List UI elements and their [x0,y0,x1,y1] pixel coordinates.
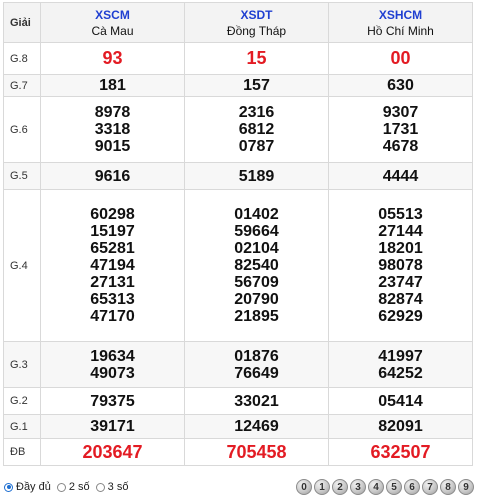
digit-filter-balls [296,479,476,495]
results-table-body [4,3,473,466]
winning-number: 157 [243,77,270,94]
province-code-link[interactable]: XSDT [240,7,273,22]
result-footer [0,478,477,500]
prize-numbers-cell [329,97,473,163]
prize-numbers-cell [329,190,473,342]
province-header-ca-mau[interactable] [41,3,185,43]
digit-display-options [4,481,134,493]
prize-numbers-cell [41,190,185,342]
winning-number: 1731 [382,121,419,138]
prize-numbers-cell [185,415,329,439]
winning-number: 65313 [90,291,135,308]
option-2-digits[interactable] [57,481,90,493]
prize-numbers-cell [329,342,473,388]
option-label: Đầy đủ [16,481,51,493]
prize-numbers-cell [329,163,473,190]
prize-label: G.7 [4,75,41,97]
prize-row [4,415,473,439]
radio-selected-icon[interactable] [4,483,13,492]
prize-numbers-cell [185,43,329,75]
prize-numbers-cell [329,43,473,75]
prize-label: G.8 [4,43,41,75]
prize-label: G.6 [4,97,41,163]
winning-number: 4678 [382,138,419,155]
winning-number: 47170 [90,308,135,325]
winning-number: 181 [99,77,126,94]
winning-number: 98078 [378,257,423,274]
prize-numbers-cell [41,388,185,415]
province-name: Cà Mau [91,23,134,38]
winning-number: 23747 [378,274,423,291]
radio-icon[interactable] [96,483,105,492]
prize-numbers-cell [185,97,329,163]
results-table [3,2,473,466]
province-header-ho-chi-minh[interactable] [329,3,473,43]
digit-ball-button[interactable]: 4 [368,479,384,495]
province-name: Hồ Chí Minh [367,23,434,38]
prize-row [4,190,473,342]
prize-label: G.2 [4,388,41,415]
winning-number: 65281 [90,240,135,257]
winning-number: 21895 [234,308,279,325]
winning-number: 15 [246,48,267,68]
winning-number: 62929 [378,308,423,325]
winning-number: 9015 [94,138,131,155]
province-code-link[interactable]: XSHCM [378,7,423,22]
winning-number: 5189 [238,167,275,185]
prize-label: G.5 [4,163,41,190]
winning-number: 82091 [378,418,423,435]
winning-number: 76649 [234,364,279,382]
winning-number: 9616 [94,167,131,185]
winning-number: 705458 [226,441,287,462]
prize-numbers-cell [329,388,473,415]
winning-number: 18201 [378,240,423,257]
option-label: 2 số [68,481,90,493]
winning-number: 59664 [234,223,279,240]
prize-numbers-cell [41,342,185,388]
prize-row [4,43,473,75]
winning-number: 02104 [234,240,279,257]
winning-number: 4444 [382,167,419,185]
winning-number: 27144 [378,223,423,240]
winning-number: 630 [387,77,414,94]
prize-numbers-cell [185,190,329,342]
winning-number: 60298 [90,206,135,223]
winning-number: 203647 [82,441,143,462]
radio-icon[interactable] [57,483,66,492]
prize-numbers-cell [41,163,185,190]
winning-number: 49073 [90,364,135,382]
prize-row [4,97,473,163]
digit-ball-button[interactable]: 6 [404,479,420,495]
prize-numbers-cell [185,163,329,190]
winning-number: 64252 [378,364,423,382]
winning-number: 01402 [234,206,279,223]
winning-number: 79375 [90,392,135,410]
winning-number: 9307 [382,104,419,121]
prize-numbers-cell [329,415,473,439]
prize-row [4,75,473,97]
prize-label: G.4 [4,190,41,342]
option-label: 3 số [107,481,129,493]
prize-numbers-cell [41,97,185,163]
winning-number: 15197 [90,223,135,240]
header-row [4,3,473,43]
prize-row [4,163,473,190]
winning-number: 41997 [378,347,423,365]
option-full[interactable] [4,481,51,493]
winning-number: 05414 [378,392,423,410]
digit-ball-button[interactable]: 7 [422,479,438,495]
digit-ball-button[interactable]: 1 [314,479,330,495]
prize-numbers-cell [41,415,185,439]
winning-number: 20790 [234,291,279,308]
digit-ball-button[interactable]: 5 [386,479,402,495]
prize-label: G.3 [4,342,41,388]
prize-row [4,439,473,466]
prize-numbers-cell [185,342,329,388]
option-3-digits[interactable] [96,481,129,493]
province-code-link[interactable]: XSCM [95,7,130,22]
prize-numbers-cell [329,439,473,466]
winning-number: 82874 [378,291,423,308]
digit-ball-button[interactable]: 8 [440,479,456,495]
prize-label: G.1 [4,415,41,439]
digit-ball-button[interactable]: 0 [296,479,312,495]
winning-number: 82540 [234,257,279,274]
winning-number: 12469 [234,418,279,435]
prize-row [4,342,473,388]
prize-numbers-cell [41,439,185,466]
winning-number: 8978 [94,104,131,121]
digit-ball-button[interactable]: 3 [350,479,366,495]
winning-number: 19634 [90,347,135,365]
prize-row [4,388,473,415]
winning-number: 39171 [90,418,135,435]
prize-column-header: Giải [4,3,41,43]
province-name: Đồng Tháp [226,23,287,38]
prize-numbers-cell [41,43,185,75]
winning-number: 00 [390,48,411,68]
prize-numbers-cell [41,75,185,97]
digit-ball-button[interactable]: 9 [458,479,474,495]
winning-number: 6812 [238,121,275,138]
winning-number: 2316 [238,104,275,121]
winning-number: 47194 [90,257,135,274]
winning-number: 33021 [234,392,279,410]
winning-number: 0787 [238,138,275,155]
digit-ball-button[interactable]: 2 [332,479,348,495]
prize-numbers-cell [185,75,329,97]
winning-number: 632507 [370,441,431,462]
prize-numbers-cell [185,439,329,466]
winning-number: 56709 [234,274,279,291]
winning-number: 3318 [94,121,131,138]
prize-label: ĐB [4,439,41,466]
prize-numbers-cell [329,75,473,97]
winning-number: 93 [102,48,123,68]
province-header-dong-thap[interactable] [185,3,329,43]
winning-number: 05513 [378,206,423,223]
winning-number: 01876 [234,347,279,365]
prize-numbers-cell [185,388,329,415]
winning-number: 27131 [90,274,135,291]
